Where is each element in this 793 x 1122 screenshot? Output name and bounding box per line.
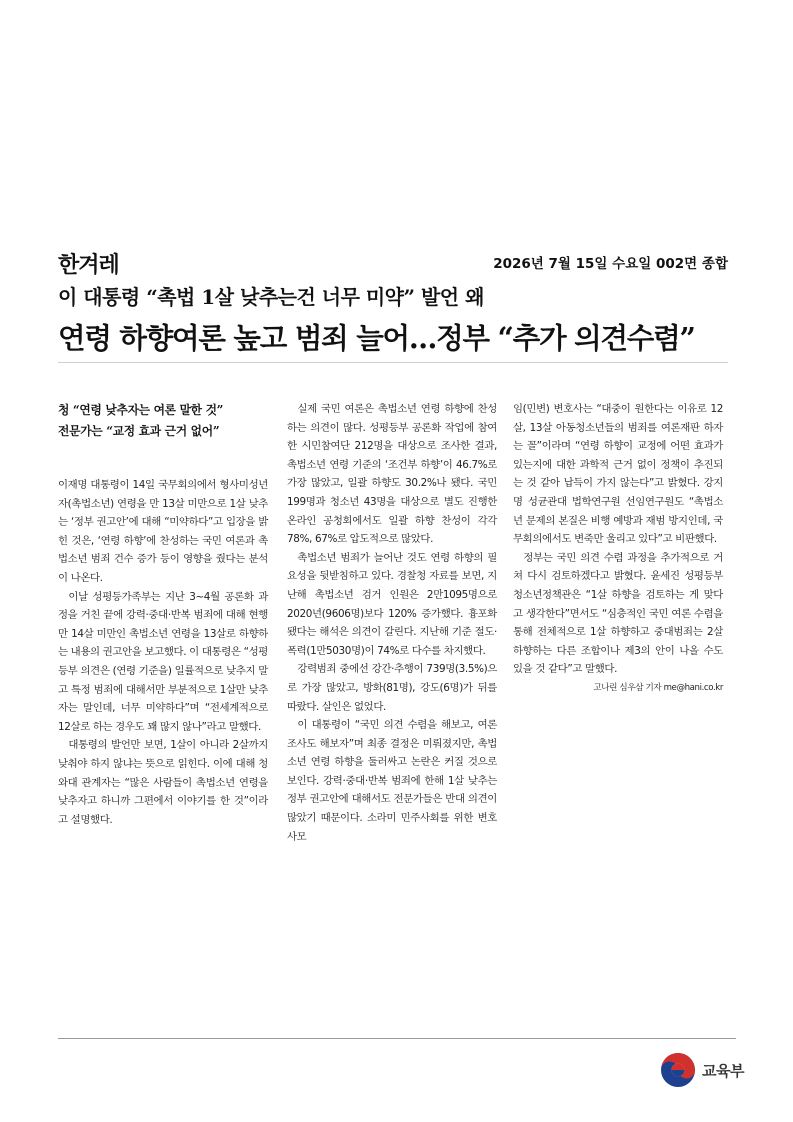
masthead — [58, 248, 728, 278]
footer-divider — [58, 1038, 736, 1039]
paragraph-text: 정부는 국민 의견 수렴 과정을 추가적으로 거쳐 다시 검토하겠다고 밝혔다. 윤세진 성평등부 청소년정책관은 “1살 하향을 검토하는 게 맞다고 생각한다”면서도 “심층적인 국민 여론 수렴을 통해 전체적으로 1살 하향하고 중대범죄는 2살 하향하는 다른 조합이나 제3의 안이 나올 수도 있을 것 같다”고 말했다. — [513, 551, 723, 676]
byline: 고나린 심우삼 기자 me@hani.co.kr — [593, 682, 723, 693]
article-column-2 — [287, 400, 497, 846]
kicker-headline: 이 대통령 “촉법 1살 낮추는건 너무 미약” 발언 왜 — [58, 285, 484, 309]
paragraph: 이 대통령이 “국민 의견 수렴을 해보고, 여론조사도 해보자”며 최종 결정은 미뤄졌지만, 촉법소년 연령 하향을 둘러싸고 논란은 커질 것으로 보인다. 강력·중대·반복 범죄에 한해 1살 낮추는 정부 권고안에 대해서도 전문가들은 반대 의견이 많았기 때문이다. 소라미 민주사회를 위한 변호사모 — [287, 719, 497, 843]
paragraph: 강력범죄 중에선 강간·추행이 739명(3.5%)으로 가장 많았고, 방화(81명), 강도(6명)가 뒤를 따랐다. 살인은 없었다. — [287, 663, 497, 713]
paragraph: 임(민변) 변호사는 “대중이 원한다는 이유로 12살, 13살 아동청소년들의 범죄를 여론재판 하자는 꼴”이라며 “연령 하향이 교정에 어떤 효과가 있는지에 대한 과학적 근거 없이 정책이 추진되는 것 같아 납득이 가지 않는다”고 밝혔다. 강지명 성균관대 법학연구원 선임연구원도 “촉법소년 문제의 본질은 비행 예방과 재범 방지인데, 국무회의에서도 변죽만 울리고 있다”고 비판했다. — [513, 403, 723, 546]
paragraph: 이날 성평등가족부는 지난 3~4월 공론화 과정을 거친 끝에 강력·중대·반복 범죄에 대해 현행 만 14살 미만인 촉법소년 연령을 13살로 하향하는 내용의 권고안을 보고했다. 이 대통령은 “성평등부 의견은 (연령 기준을) 일률적으로 낮추지 말고 특정 범죄에 대해서만 부분적으로 1살만 낮추자는 말인데, 너무 미약하다”며 “전세계적으로 12살로 하는 경우도 꽤 많지 않나”라고 말했다. — [58, 590, 268, 733]
article-column-3 — [513, 400, 723, 698]
paragraph: 촉법소년 범죄가 늘어난 것도 연령 하향의 필요성을 뒷받침하고 있다. 경찰청 자료를 보면, 지난해 촉법소년 검거 인원은 2만1095명으로 2020년(9606명)보다 120% 증가했다. 흉포화됐다는 해석은 의견이 갈린다. 지난해 기준 절도·폭력(1만5030명)이 74%로 다수를 차지했다. — [287, 551, 497, 657]
main-headline: 연령 하향여론 높고 범죄 늘어…정부 “추가 의견수렴” — [58, 321, 695, 355]
subheadline-line: 청 “연령 낮추자는 여론 말한 것” — [58, 403, 224, 417]
headline-divider — [58, 362, 728, 363]
paragraph: 이재명 대통령이 14일 국무회의에서 형사미성년자(촉법소년) 연령을 만 13살 미만으로 1살 낮추는 ‘정부 권고안’에 대해 “미약하다”고 입장을 밝힌 것은, ‘연령 하향’에 찬성하는 국민 여론과 촉법소년 범죄 건수 증가 등이 영향을 줬다는 분석이 나온다. — [58, 479, 268, 584]
taegeuk-emblem-icon — [660, 1052, 696, 1088]
ministry-name: 교육부 — [702, 1062, 744, 1080]
dateline: 2026년 7월 15일 수요일 002면 종합 — [493, 256, 728, 272]
newspaper-logo: 한겨레 — [58, 253, 119, 278]
paragraph: 실제 국민 여론은 촉법소년 연령 하향에 찬성하는 의견이 많다. 성평등부 공론화 작업에 참여한 시민참여단 212명을 대상으로 조사한 결과, 촉법소년 연령 기준의 ‘조건부 하향’이 46.7%로 가장 많았고, 일괄 하향도 30.2%나 됐다. 국민 199명과 청소년 43명을 대상으로 별도 진행한 온라인 공청회에서도 일괄 하향 찬성이 각각 78%, 67%로 압도적으로 많았다. — [287, 403, 497, 546]
article-column-1 — [58, 400, 268, 829]
ministry-logo — [660, 1052, 760, 1088]
paragraph — [513, 549, 723, 693]
subheadline-line: 전문가는 “교정 효과 근거 없어” — [58, 424, 220, 438]
subheadline — [58, 400, 268, 442]
paragraph: 대통령의 발언만 보면, 1살이 아니라 2살까지 낮춰야 하지 않냐는 뜻으로 읽힌다. 이에 대해 청와대 관계자는 “많은 사람들이 촉법소년 연령을 낮추자고 하니까 그편에서 이야기를 한 것”이라고 설명했다. — [58, 739, 268, 826]
